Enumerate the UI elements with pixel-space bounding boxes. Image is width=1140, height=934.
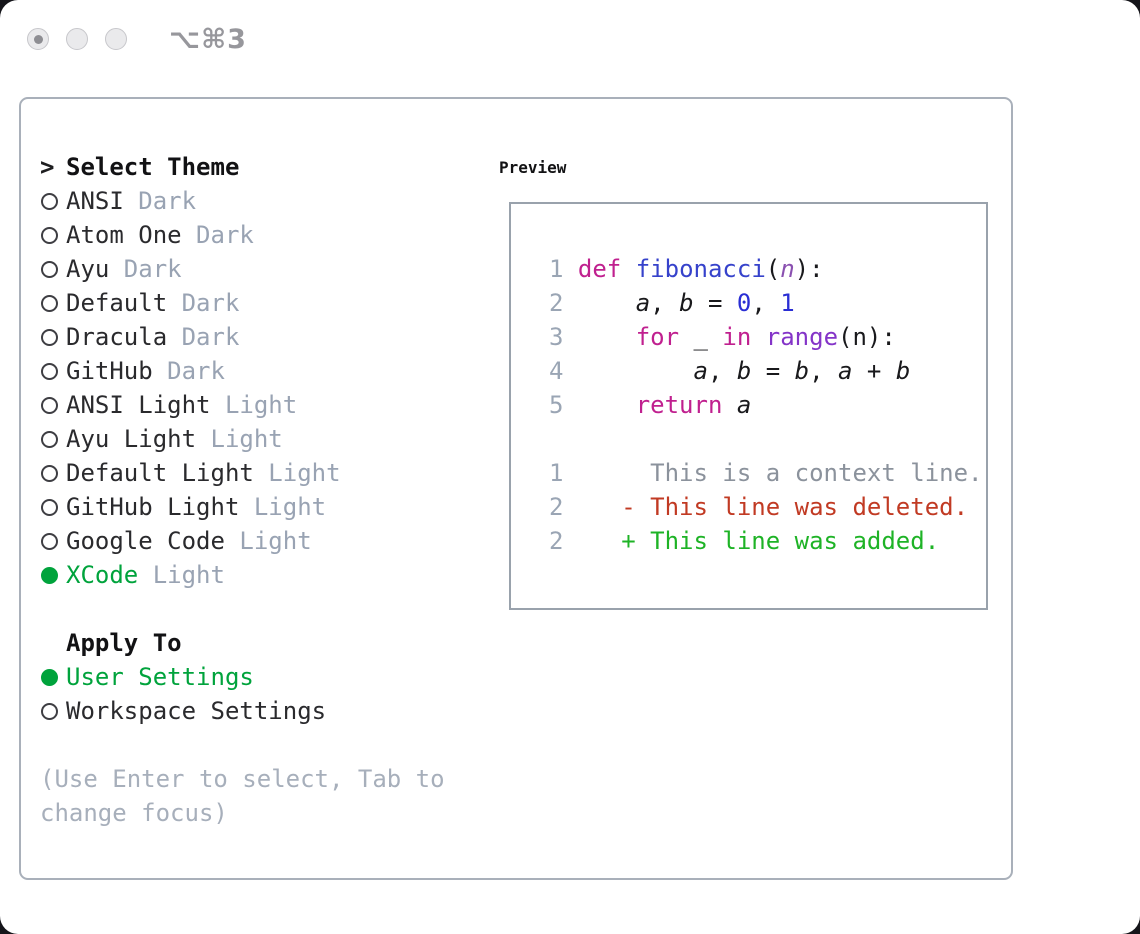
line-number: 2 — [549, 493, 578, 521]
option-variant-label: Dark — [167, 289, 240, 317]
line-number: 2 — [549, 527, 578, 555]
code-token-plain: _ — [679, 323, 723, 351]
cursor-icon: > — [40, 153, 55, 181]
code-token-variable: a — [736, 391, 752, 419]
code-token-plain: ( — [765, 255, 781, 283]
code-line — [549, 320, 986, 354]
option-variant-label: Light — [138, 561, 225, 589]
code-token-variable: b — [679, 289, 694, 317]
radio-circle — [41, 567, 58, 584]
line-number: 1 — [549, 459, 578, 487]
radio-circle — [41, 295, 58, 312]
theme-option-github[interactable] — [40, 354, 492, 388]
option-label: GitHub — [66, 357, 153, 385]
code-token-plain: , — [751, 289, 781, 317]
traffic-light-active[interactable] — [27, 28, 49, 50]
code-token-param: n — [780, 255, 795, 283]
code-token-plain: , — [650, 289, 680, 317]
select-theme-header — [40, 150, 492, 184]
traffic-lights — [27, 28, 127, 50]
code-token-plain — [722, 391, 736, 419]
apply-option-workspace-settings[interactable] — [40, 694, 492, 728]
line-number — [549, 425, 578, 453]
option-label: Workspace Settings — [66, 697, 327, 725]
code-token-function: fibonacci — [635, 255, 766, 283]
preview-header — [499, 150, 566, 184]
code-line — [549, 252, 986, 286]
radio-icon — [40, 193, 66, 210]
radio-circle — [41, 703, 58, 720]
code-token-plain — [751, 323, 765, 351]
option-label: Ayu Light — [66, 425, 197, 453]
code-token-variable: b — [895, 357, 911, 385]
radio-circle — [41, 669, 58, 686]
radio-circle — [41, 193, 58, 210]
option-label: Dracula — [66, 323, 168, 351]
code-line — [549, 286, 986, 320]
radio-circle — [41, 431, 58, 448]
theme-option-ayu[interactable] — [40, 252, 492, 286]
code-token-variable: a — [693, 357, 708, 385]
radio-circle — [41, 533, 58, 550]
code-token-plain: = — [751, 357, 795, 385]
theme-option-google-code[interactable] — [40, 524, 492, 558]
code-token-keyword: in — [722, 323, 752, 351]
code-line — [549, 354, 986, 388]
theme-option-ansi-light[interactable] — [40, 388, 492, 422]
code-token-plain — [578, 357, 694, 385]
option-label: User Settings — [66, 663, 254, 691]
radio-icon — [40, 703, 66, 720]
radio-icon — [40, 227, 66, 244]
code-token-plain: = — [693, 289, 737, 317]
code-token-plain — [621, 255, 635, 283]
line-number: 4 — [549, 357, 578, 385]
radio-circle — [41, 499, 58, 516]
code-token-builtin: range — [765, 323, 839, 351]
code-token-plain — [578, 289, 636, 317]
preview-title: Preview — [499, 157, 567, 177]
radio-icon — [40, 363, 66, 380]
theme-option-xcode[interactable] — [40, 558, 492, 592]
code-line — [549, 490, 986, 524]
theme-option-default[interactable] — [40, 286, 492, 320]
apply-option-user-settings[interactable] — [40, 660, 492, 694]
theme-option-github-light[interactable] — [40, 490, 492, 524]
radio-circle — [41, 363, 58, 380]
code-line — [549, 388, 986, 422]
theme-picker-panel — [19, 97, 1013, 880]
code-line — [549, 524, 986, 558]
radio-icon — [40, 261, 66, 278]
code-token-number: 0 — [736, 289, 752, 317]
line-number: 5 — [549, 391, 578, 419]
radio-selected-icon — [40, 669, 66, 686]
theme-option-ayu-light[interactable] — [40, 422, 492, 456]
code-line — [549, 456, 986, 490]
radio-circle — [41, 397, 58, 414]
option-variant-label: Light — [239, 493, 327, 521]
code-token-plain: , — [809, 357, 839, 385]
select-theme-title: Select Theme — [66, 153, 240, 181]
code-token-keyword: return — [635, 391, 723, 419]
option-label: Default — [66, 289, 168, 317]
option-label: XCode — [66, 561, 139, 589]
code-token-keyword: def — [577, 255, 622, 283]
code-token-plain: , — [707, 357, 737, 385]
code-token-variable: a — [635, 289, 651, 317]
code-token-keyword: for — [635, 323, 680, 351]
radio-circle — [41, 329, 58, 346]
radio-selected-icon — [40, 567, 66, 584]
radio-circle — [41, 227, 58, 244]
option-variant-label: Light — [210, 391, 298, 419]
code-token-plain — [578, 391, 636, 419]
code-token-number: 1 — [780, 289, 795, 317]
option-label: ANSI — [66, 187, 124, 215]
traffic-light-dot — [34, 35, 43, 44]
radio-icon — [40, 465, 66, 482]
traffic-light-3[interactable] — [105, 28, 127, 50]
radio-circle — [41, 465, 58, 482]
option-label: Default Light — [66, 459, 254, 487]
line-number: 1 — [549, 255, 578, 283]
option-variant-label: Dark — [167, 323, 240, 351]
help-text: (Use Enter to select, Tab to change focus) — [40, 765, 445, 827]
radio-icon — [40, 295, 66, 312]
option-variant-label: Light — [253, 459, 341, 487]
titlebar — [27, 23, 247, 55]
option-variant-label: Light — [224, 527, 312, 555]
theme-list — [40, 184, 492, 592]
radio-icon — [40, 431, 66, 448]
code-token-variable: b — [736, 357, 752, 385]
code-token-plain: + — [852, 357, 896, 385]
option-label: Ayu — [66, 255, 110, 283]
radio-icon — [40, 533, 66, 550]
option-variant-label: Light — [196, 425, 283, 453]
option-variant-label: Dark — [109, 255, 182, 283]
code-token-variable: a — [838, 357, 853, 385]
preview-box — [509, 202, 988, 610]
radio-circle — [41, 261, 58, 278]
apply-to-title: Apply To — [66, 629, 182, 657]
theme-option-ansi[interactable] — [40, 184, 492, 218]
window-shortcut-label: ⌥⌘3 — [169, 23, 247, 55]
apply-to-header — [40, 626, 492, 660]
code-token-plain: ): — [794, 255, 824, 283]
theme-list-column — [40, 150, 492, 830]
option-label: GitHub Light — [66, 493, 240, 521]
code-preview — [549, 252, 986, 558]
radio-icon — [40, 329, 66, 346]
radio-icon — [40, 499, 66, 516]
apply-to-section — [40, 626, 492, 728]
code-token-added: + This line was added. — [577, 527, 940, 555]
code-token-plain: (n): — [838, 323, 896, 351]
code-token-deleted: - This line was deleted. — [577, 493, 969, 521]
code-line — [549, 422, 986, 456]
theme-option-default-light[interactable] — [40, 456, 492, 490]
option-label: Atom One — [66, 221, 182, 249]
option-label: Google Code — [66, 527, 225, 555]
apply-options-list — [40, 660, 492, 728]
radio-icon — [40, 397, 66, 414]
line-number: 3 — [549, 323, 578, 351]
option-label: ANSI Light — [66, 391, 211, 419]
code-token-variable: b — [794, 357, 810, 385]
code-token-context: This is a context line. — [577, 459, 983, 487]
theme-option-atom-one[interactable] — [40, 218, 492, 252]
traffic-light-2[interactable] — [66, 28, 88, 50]
theme-option-dracula[interactable] — [40, 320, 492, 354]
option-variant-label: Dark — [123, 187, 197, 215]
code-token-plain — [578, 323, 636, 351]
option-variant-label: Dark — [152, 357, 225, 385]
option-variant-label: Dark — [181, 221, 254, 249]
line-number: 2 — [549, 289, 578, 317]
